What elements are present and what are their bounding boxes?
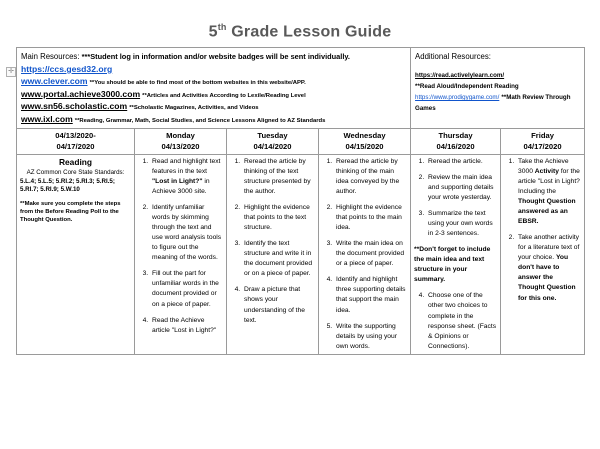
lesson-content-row [17,154,585,354]
link-activelylearn-note: **Read Aloud/Independent Reading [415,83,519,91]
task-item: 4. Read the Achieve article "Lost in Light?" [150,316,223,336]
thursday-task-list-before [414,157,497,239]
task-item: 1. Reread the article. [426,157,497,167]
task-item: 2. Highlight the evidence that points to the main idea. [334,203,407,233]
task-item: 4. Identify and highlight three supporting details that support the main idea. [334,275,407,315]
wednesday-cell [319,154,411,354]
tuesday-task-list [230,157,315,326]
link-achieve3000-note: **Articles and Activities According to Lexile/Reading Level [142,92,306,99]
resource-link-row [415,81,580,92]
header-week-range-date: 04/17/2020 [56,141,95,151]
resource-link-row [21,63,406,76]
task-item: 1. Reread the article by thinking of the main idea conveyed by the author. [334,157,407,197]
link-scholastic-note: **Scholastic Magazines, Activities, and Videos [129,105,259,112]
resource-link-row [415,92,580,114]
header-monday-day: Monday [166,131,195,141]
header-monday-date: 04/13/2020 [161,141,200,151]
main-resources-label: Main Resources: [21,52,80,62]
header-thursday-date: 04/16/2020 [436,141,475,151]
main-resources-note: ***Student log in information and/or website badges will be sent individually. [81,52,350,62]
resource-link-row [21,100,406,113]
header-week-range-day: 04/13/2020- [55,131,96,141]
link-clever[interactable]: www.clever.com [21,76,88,87]
link-ccs-gesd32[interactable]: https://ccs.gesd32.org [21,63,113,74]
resource-link-row [21,75,406,88]
thursday-note: **Don't forget to include the main idea and text structure in your summary. [414,246,491,284]
thursday-task-list-after [414,291,497,351]
standards-note: **Make sure you complete the steps from the Before Reading Poll to the Thought Question. [20,201,121,223]
link-ixl[interactable]: www.ixl.com [21,113,73,124]
task-item: 3. Write the main idea on the document provided or a piece of paper. [334,239,407,269]
link-portal-achieve3000[interactable]: www.portal.achieve3000.com [21,88,141,99]
standards-subject: Reading [58,156,93,167]
task-item: 4. Draw a picture that shows your understanding of the text. [242,285,315,325]
day-header-row [17,129,585,155]
link-prodigygame-note: **Math Review Through Games [415,93,571,112]
table-move-handle-icon[interactable]: ✛ [6,67,16,77]
page-title [0,22,600,41]
header-wednesday-date: 04/15/2020 [345,141,384,151]
header-thursday [411,129,501,155]
wednesday-task-list [322,157,407,352]
friday-cell [501,154,585,354]
task-item: 2. Identify unfamiliar words by skimming through the text and use word analysis tools to figure out the meaning of the words. [150,203,223,263]
resource-link-row [21,88,406,101]
main-resources-cell [17,48,411,129]
standards-subtitle: AZ Common Core State Standards: [26,168,125,176]
task-item: 3. Identify the text structure and write it in the document provided or on a piece of paper. [242,239,315,279]
header-monday [135,129,227,155]
additional-resources-label: Additional Resources: [415,52,491,62]
header-wednesday [319,129,411,155]
header-friday-day: Friday [531,131,554,141]
task-item: 3. Fill out the part for unfamiliar words in the document provided or on a piece of paper. [150,269,223,309]
resources-row [17,48,585,129]
link-clever-note: **You should be able to find most of the bottom websites in this website/APP. [89,80,306,87]
task-item: 1. Take the Achieve 3000 Activity for the article "Lost in Light? Including the Thought Question answered as an EBSR. [516,157,581,227]
resource-link-row [21,113,406,126]
task-item: 2. Highlight the evidence that points to the text structure. [242,203,315,233]
page-title-number: 5 [208,23,218,41]
friday-task-list [504,157,581,304]
header-wednesday-day: Wednesday [343,131,386,141]
task-item: 1. Reread the article by thinking of the text structure presented by the author. [242,157,315,197]
thursday-cell [411,154,501,354]
page-title-rest: Grade Lesson Guide [226,23,392,41]
lesson-guide-table [16,47,585,354]
page-title-ordinal: th [217,22,227,32]
standards-cell [17,154,135,354]
tuesday-cell [227,154,319,354]
monday-task-list [138,157,223,336]
header-friday-date: 04/17/2020 [523,141,562,151]
task-item: 5. Write the supporting details by using your own words. [334,322,407,352]
link-activelylearn[interactable]: https://read.activelylearn.com/ [415,72,505,80]
standards-codes: 5.L.4; 5.L.5; 5.RI.2; 5.RI.3; 5.RI.5; 5.RI.7; 5.RI.9; 5.W.10 [20,177,115,193]
task-item: 2. Review the main idea and supporting details your wrote yesterday. [426,173,497,203]
additional-resources-cell [411,48,585,129]
header-friday [501,129,585,155]
task-item: 2. Take another activity for a literature text of your choice. You don't have to answer the Thought Question for this one. [516,233,581,303]
link-prodigygame[interactable]: https://www.prodigygame.com/ [415,93,500,101]
link-sn56-scholastic[interactable]: www.sn56.scholastic.com [21,101,128,112]
header-tuesday [227,129,319,155]
header-tuesday-day: Tuesday [257,131,288,141]
main-resources-header [21,51,406,63]
header-week-range [17,129,135,155]
task-item: 3. Summarize the text using your own words in 2-3 sentences. [426,209,497,239]
resource-link-row [415,70,580,81]
header-tuesday-date: 04/14/2020 [253,141,292,151]
task-item: 1. Read and highlight text features in the text "Lost in Light?" in Achieve 3000 site. [150,157,223,197]
task-item: 4. Choose one of the other two choices to complete in the response sheet. (Facts & Opinions or Connections). [426,291,497,351]
monday-cell [135,154,227,354]
header-thursday-day: Thursday [438,131,473,141]
link-ixl-note: **Reading, Grammar, Math, Social Studies, and Science Lessons Aligned to AZ Standards [74,117,326,124]
